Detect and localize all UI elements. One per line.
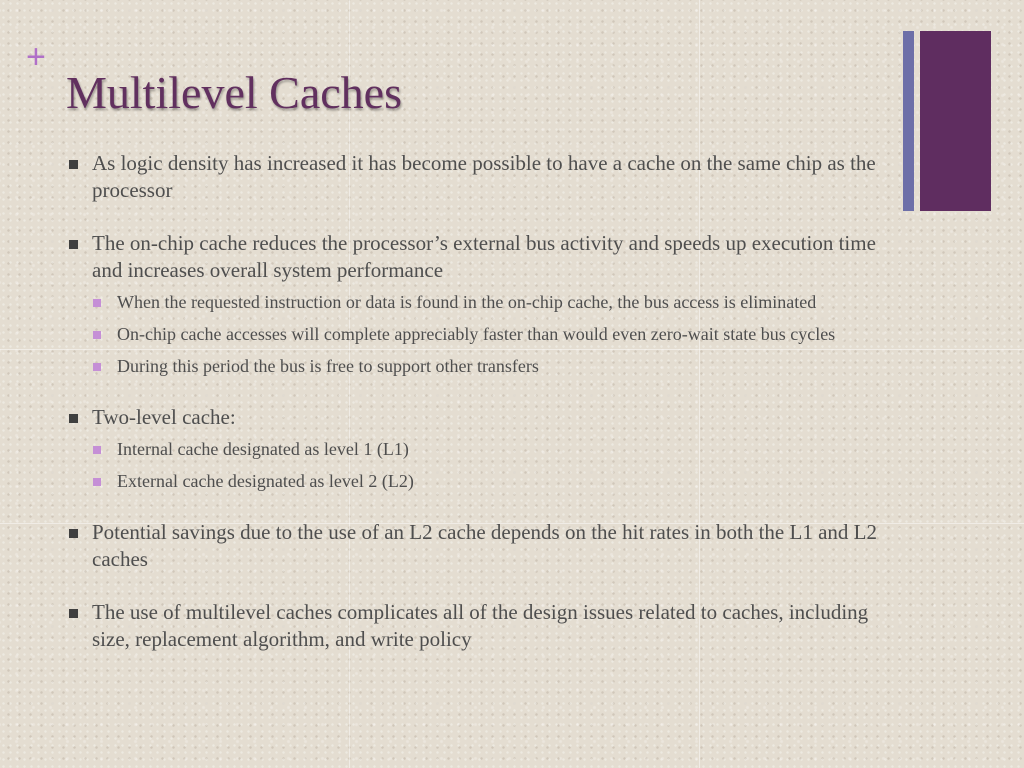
sub-bullet-list — [92, 291, 896, 378]
square-bullet-icon — [69, 529, 78, 538]
sub-bullet-text: On-chip cache accesses will complete appreciably faster than would even zero-wait state bus cycles — [117, 324, 836, 344]
bullet-text: The use of multilevel caches complicates all of the design issues related to caches, including size, replacement algorithm, and write policy — [92, 600, 869, 651]
bullet-item — [66, 404, 896, 493]
bullet-text: As logic density has increased it has become possible to have a cache on the same chip as the processor — [92, 151, 876, 202]
decorative-bar-thin — [903, 31, 914, 211]
bullet-item — [66, 150, 896, 204]
slide-content — [66, 150, 896, 679]
sub-bullet-item — [92, 470, 896, 493]
decorative-bar-thick — [920, 31, 991, 211]
square-sub-bullet-icon — [93, 331, 101, 339]
bullet-item — [66, 599, 896, 653]
sub-bullet-item — [92, 323, 896, 346]
sub-bullet-text: During this period the bus is free to support other transfers — [117, 356, 539, 376]
square-sub-bullet-icon — [93, 363, 101, 371]
sub-bullet-text: External cache designated as level 2 (L2) — [117, 471, 414, 491]
sub-bullet-item — [92, 438, 896, 461]
sub-bullet-item — [92, 355, 896, 378]
bullet-text: Potential savings due to the use of an L2 cache depends on the hit rates in both the L1 and L2 caches — [92, 520, 877, 571]
bullet-item — [66, 230, 896, 378]
sub-bullet-text: When the requested instruction or data is found in the on-chip cache, the bus access is eliminated — [117, 292, 817, 312]
bullet-text: The on-chip cache reduces the processor’s external bus activity and speeds up execution time and increases overall system performance — [92, 231, 876, 282]
bullet-item — [66, 519, 896, 573]
square-sub-bullet-icon — [93, 299, 101, 307]
square-bullet-icon — [69, 414, 78, 423]
bullet-text: Two-level cache: — [92, 405, 236, 429]
square-sub-bullet-icon — [93, 446, 101, 454]
plus-icon: + — [26, 38, 46, 76]
square-bullet-icon — [69, 160, 78, 169]
slide-title: Multilevel Caches — [66, 67, 402, 118]
sub-bullet-text: Internal cache designated as level 1 (L1) — [117, 439, 409, 459]
sub-bullet-item — [92, 291, 896, 314]
sub-bullet-list — [92, 438, 896, 493]
square-bullet-icon — [69, 240, 78, 249]
square-bullet-icon — [69, 609, 78, 618]
square-sub-bullet-icon — [93, 478, 101, 486]
